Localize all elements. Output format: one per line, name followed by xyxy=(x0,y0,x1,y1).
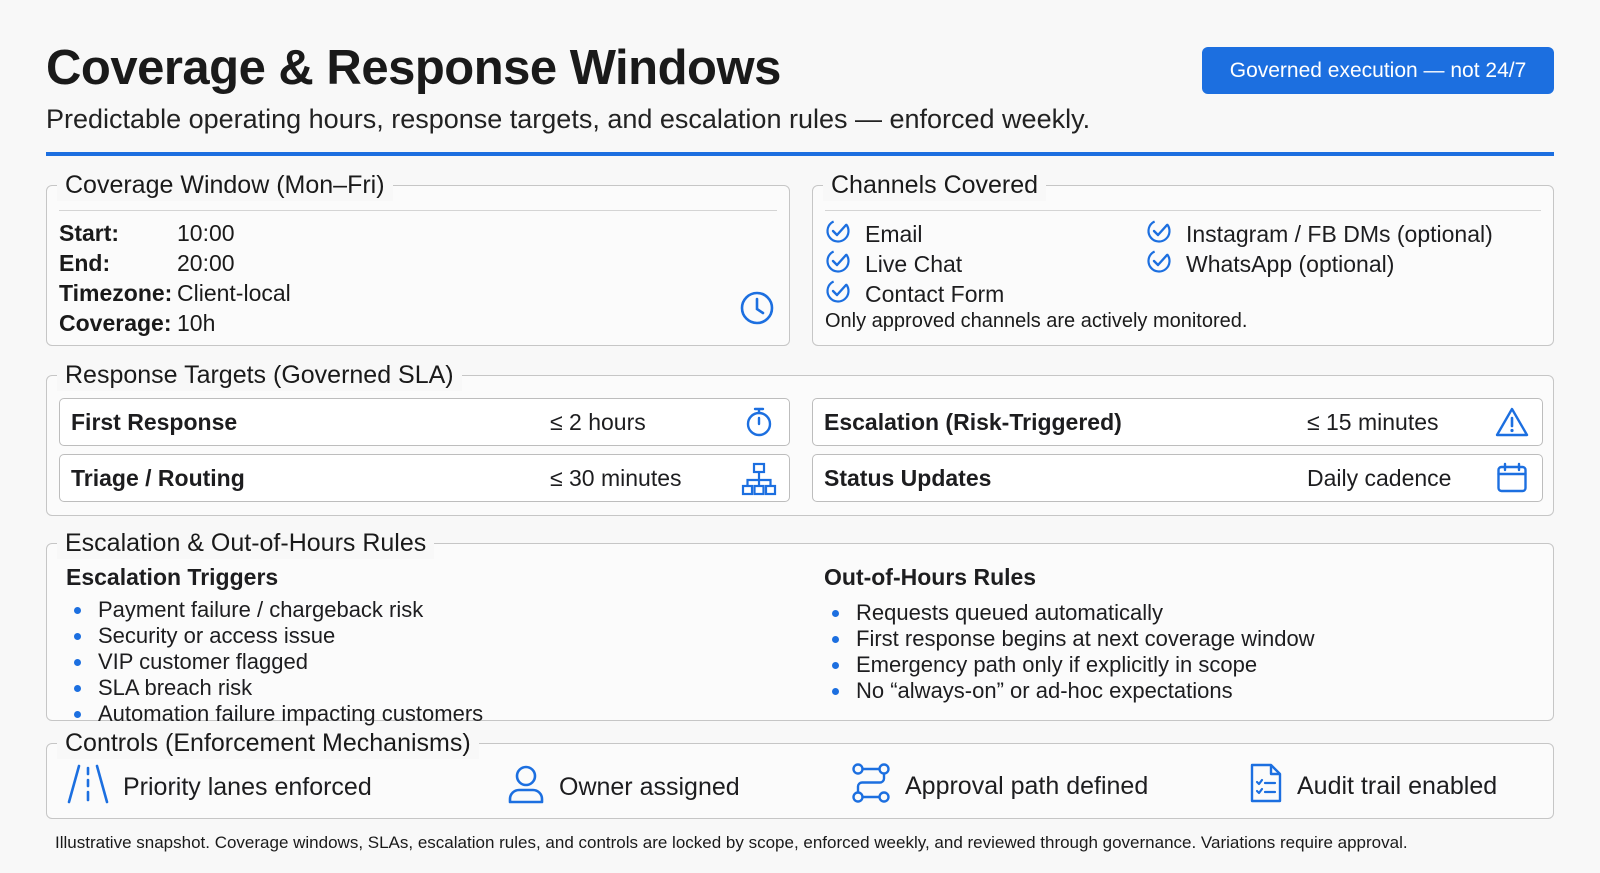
sla-value: Daily cadence xyxy=(1307,465,1452,491)
lanes-icon xyxy=(67,764,109,811)
escalation-rules-heading: Escalation & Out-of-Hours Rules xyxy=(57,527,434,559)
check-icon xyxy=(825,218,851,250)
channel-contact-form: Contact Form xyxy=(825,278,1004,310)
sla-card-escalation xyxy=(812,398,1543,446)
list-item: No “always-on” or ad-hoc expectations xyxy=(824,678,1315,704)
channel-whatsapp: WhatsApp (optional) xyxy=(1146,248,1394,280)
response-targets-panel xyxy=(46,361,1554,516)
sla-card-status-updates xyxy=(812,454,1543,502)
footer-disclaimer: Illustrative snapshot. Coverage windows, SLAs, escalation rules, and controls are locked by scope, enforced weekly, and reviewed through governance. Variations require approval. xyxy=(55,833,1408,852)
sla-label: Status Updates xyxy=(824,465,992,491)
out-of-hours-heading: Out-of-Hours Rules xyxy=(824,564,1037,590)
channels-panel xyxy=(812,171,1554,346)
approval-path-icon xyxy=(851,762,891,811)
sla-card-triage xyxy=(59,454,790,502)
sla-value: ≤ 2 hours xyxy=(550,409,646,435)
list-item: SLA breach risk xyxy=(66,675,483,701)
control-approval-path: Approval path defined xyxy=(851,762,1148,811)
coverage-window-panel xyxy=(46,171,790,346)
coverage-hours-row: Coverage: 10h xyxy=(59,310,216,336)
coverage-end-row: End: 20:00 xyxy=(59,250,235,276)
header-divider xyxy=(46,152,1554,156)
page-subtitle: Predictable operating hours, response targets, and escalation rules — enforced weekly. xyxy=(46,104,1091,134)
page-title: Coverage & Response Windows xyxy=(46,41,781,95)
channels-heading: Channels Covered xyxy=(823,169,1046,201)
audit-document-icon xyxy=(1249,762,1283,811)
sla-label: Escalation (Risk-Triggered) xyxy=(824,409,1122,435)
channels-note: Only approved channels are actively monitored. xyxy=(825,310,1248,332)
check-icon xyxy=(1146,248,1172,280)
controls-panel xyxy=(46,729,1554,819)
control-priority-lanes: Priority lanes enforced xyxy=(67,764,372,811)
escalation-triggers-list xyxy=(66,597,483,727)
sla-value: ≤ 30 minutes xyxy=(550,465,682,491)
list-item: First response begins at next coverage window xyxy=(824,626,1315,652)
coverage-start-row: Start: 10:00 xyxy=(59,220,235,246)
channel-instagram-fb: Instagram / FB DMs (optional) xyxy=(1146,218,1493,250)
governed-badge: Governed execution — not 24/7 xyxy=(1202,47,1554,94)
list-item: Security or access issue xyxy=(66,623,483,649)
channel-live-chat: Live Chat xyxy=(825,248,962,280)
response-targets-heading: Response Targets (Governed SLA) xyxy=(57,359,462,391)
user-icon xyxy=(507,764,545,811)
list-item: Automation failure impacting customers xyxy=(66,701,483,727)
clock-icon xyxy=(739,290,775,326)
list-item: Requests queued automatically xyxy=(824,600,1315,626)
control-audit-trail: Audit trail enabled xyxy=(1249,762,1497,811)
list-item: Payment failure / chargeback risk xyxy=(66,597,483,623)
coverage-timezone-row: Timezone: Client-local xyxy=(59,280,291,306)
controls-heading: Controls (Enforcement Mechanisms) xyxy=(57,727,479,759)
check-icon xyxy=(825,278,851,310)
calendar-icon xyxy=(1496,462,1528,499)
routing-icon xyxy=(741,462,777,501)
divider xyxy=(59,210,777,211)
sla-label: Triage / Routing xyxy=(71,465,245,491)
sla-label: First Response xyxy=(71,409,238,435)
check-icon xyxy=(825,248,851,280)
list-item: Emergency path only if explicitly in scope xyxy=(824,652,1315,678)
escalation-triggers-heading: Escalation Triggers xyxy=(66,564,279,590)
divider xyxy=(825,210,1541,211)
list-item: VIP customer flagged xyxy=(66,649,483,675)
channel-email: Email xyxy=(825,218,923,250)
escalation-rules-panel xyxy=(46,529,1554,726)
out-of-hours-list xyxy=(824,600,1315,704)
stopwatch-icon xyxy=(743,406,775,443)
check-icon xyxy=(1146,218,1172,250)
warning-icon xyxy=(1495,406,1529,443)
coverage-window-heading: Coverage Window (Mon–Fri) xyxy=(57,169,393,201)
sla-value: ≤ 15 minutes xyxy=(1307,409,1439,435)
sla-card-first-response xyxy=(59,398,790,446)
control-owner-assigned: Owner assigned xyxy=(507,764,740,811)
